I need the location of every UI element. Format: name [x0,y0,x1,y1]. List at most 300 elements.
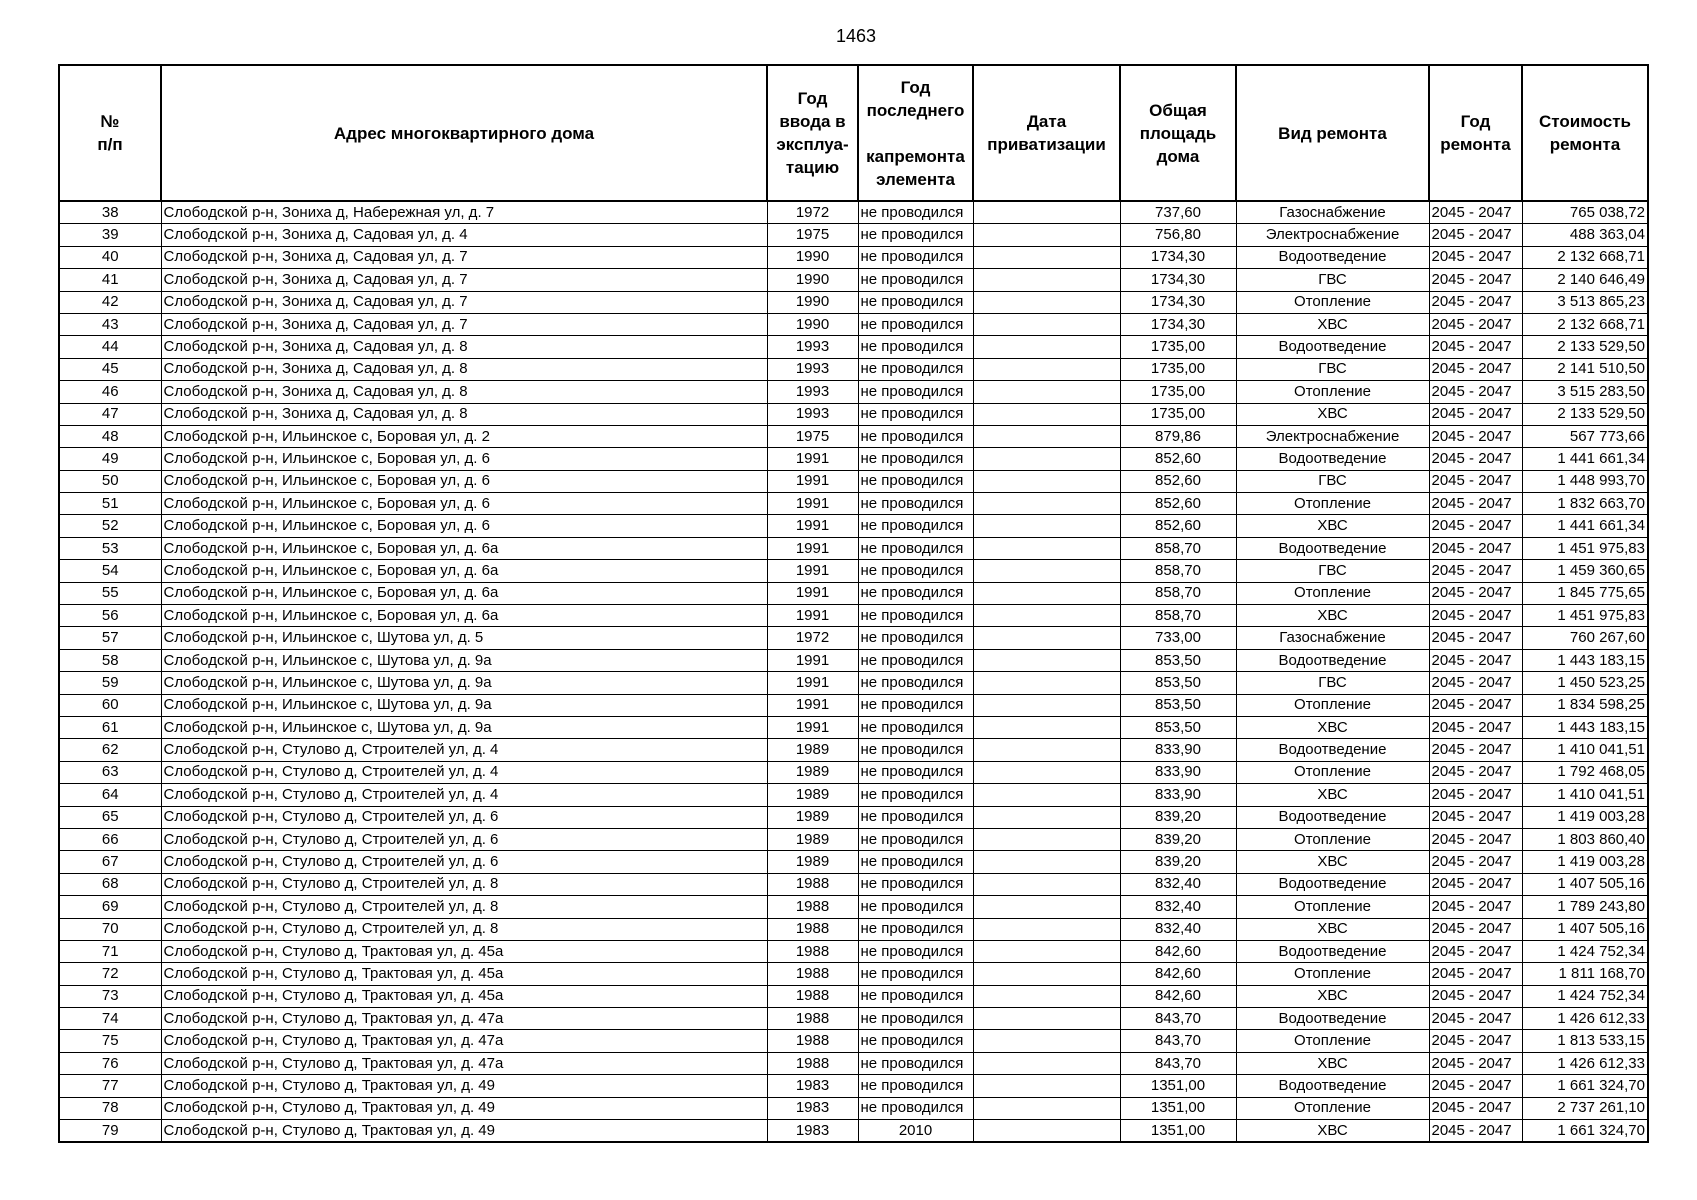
cell-repair-period: 2045 - 2047 [1429,269,1522,291]
table-row [59,761,1648,783]
cell-area: 839,20 [1120,851,1236,873]
cell-address: Слободской р-н, Зониха д, Садовая ул, д. 4 [161,224,767,246]
cell-cost: 1 661 324,70 [1522,1120,1648,1143]
cell-address: Слободской р-н, Ильинское с, Боровая ул, д. 6 [161,493,767,515]
table-row [59,1097,1648,1119]
cell-address: Слободской р-н, Стулово д, Строителей ул, д. 6 [161,806,767,828]
cell-cost: 1 441 661,34 [1522,448,1648,470]
cell-last-repair: не проводился [858,537,973,559]
cell-address: Слободской р-н, Стулово д, Строителей ул, д. 4 [161,784,767,806]
cell-year-built: 1988 [767,985,858,1007]
cell-privatization [973,851,1120,873]
cell-last-repair: не проводился [858,694,973,716]
cell-num: 49 [59,448,161,470]
cell-repair-type: ХВС [1236,515,1429,537]
cell-privatization [973,291,1120,313]
cell-area: 733,00 [1120,627,1236,649]
cell-repair-type: ХВС [1236,784,1429,806]
cell-area: 1351,00 [1120,1075,1236,1097]
cell-address: Слободской р-н, Зониха д, Садовая ул, д. 7 [161,313,767,335]
cell-num: 40 [59,246,161,268]
cell-area: 1735,00 [1120,381,1236,403]
table-row [59,246,1648,268]
cell-repair-type: Отопление [1236,761,1429,783]
cell-last-repair: не проводился [858,291,973,313]
cell-last-repair: не проводился [858,605,973,627]
cell-repair-type: ХВС [1236,403,1429,425]
cell-num: 41 [59,269,161,291]
cell-last-repair: не проводился [858,1052,973,1074]
cell-cost: 1 419 003,28 [1522,806,1648,828]
table-row [59,963,1648,985]
table-row [59,851,1648,873]
cell-num: 47 [59,403,161,425]
cell-cost: 765 038,72 [1522,201,1648,224]
header-address: Адрес многоквартирного дома [161,65,767,201]
cell-area: 1734,30 [1120,246,1236,268]
cell-address: Слободской р-н, Зониха д, Набережная ул, д. 7 [161,201,767,224]
table-row [59,896,1648,918]
table-row [59,806,1648,828]
cell-num: 44 [59,336,161,358]
cell-area: 843,70 [1120,1030,1236,1052]
cell-repair-type: Водоотведение [1236,1075,1429,1097]
cell-repair-period: 2045 - 2047 [1429,1075,1522,1097]
cell-privatization [973,627,1120,649]
cell-privatization [973,1030,1120,1052]
cell-last-repair: не проводился [858,784,973,806]
cell-last-repair: не проводился [858,851,973,873]
cell-repair-period: 2045 - 2047 [1429,828,1522,850]
cell-repair-period: 2045 - 2047 [1429,1097,1522,1119]
table-row [59,1008,1648,1030]
cell-last-repair: не проводился [858,1075,973,1097]
table-row [59,739,1648,761]
cell-cost: 1 792 468,05 [1522,761,1648,783]
cell-num: 73 [59,985,161,1007]
cell-num: 66 [59,828,161,850]
cell-year-built: 1991 [767,448,858,470]
table-row [59,1030,1648,1052]
table-row [59,448,1648,470]
table-row [59,1052,1648,1074]
cell-area: 858,70 [1120,537,1236,559]
cell-last-repair: не проводился [858,739,973,761]
cell-last-repair: не проводился [858,627,973,649]
cell-privatization [973,896,1120,918]
cell-num: 52 [59,515,161,537]
table-row [59,381,1648,403]
cell-cost: 1 424 752,34 [1522,940,1648,962]
cell-repair-type: Водоотведение [1236,336,1429,358]
cell-year-built: 1975 [767,224,858,246]
cell-repair-period: 2045 - 2047 [1429,739,1522,761]
cell-last-repair: не проводился [858,896,973,918]
cell-repair-period: 2045 - 2047 [1429,537,1522,559]
cell-privatization [973,201,1120,224]
cell-repair-period: 2045 - 2047 [1429,493,1522,515]
cell-address: Слободской р-н, Ильинское с, Боровая ул, д. 6 [161,448,767,470]
table-row [59,649,1648,671]
cell-last-repair: не проводился [858,582,973,604]
table-row [59,269,1648,291]
cell-area: 858,70 [1120,605,1236,627]
cell-repair-period: 2045 - 2047 [1429,1008,1522,1030]
cell-repair-period: 2045 - 2047 [1429,873,1522,895]
cell-num: 53 [59,537,161,559]
cell-year-built: 1988 [767,940,858,962]
cell-privatization [973,560,1120,582]
table-row [59,873,1648,895]
cell-year-built: 1991 [767,493,858,515]
cell-last-repair: не проводился [858,985,973,1007]
cell-address: Слободской р-н, Ильинское с, Шутова ул, д. 9а [161,649,767,671]
cell-num: 60 [59,694,161,716]
header-cost: Стоимость ремонта [1522,65,1648,201]
cell-privatization [973,336,1120,358]
cell-year-built: 1983 [767,1120,858,1143]
cell-repair-period: 2045 - 2047 [1429,784,1522,806]
table-row [59,515,1648,537]
cell-cost: 1 834 598,25 [1522,694,1648,716]
cell-privatization [973,582,1120,604]
cell-num: 74 [59,1008,161,1030]
cell-cost: 2 132 668,71 [1522,246,1648,268]
cell-repair-period: 2045 - 2047 [1429,425,1522,447]
cell-repair-period: 2045 - 2047 [1429,694,1522,716]
cell-repair-type: Водоотведение [1236,448,1429,470]
cell-cost: 2 133 529,50 [1522,403,1648,425]
cell-year-built: 1991 [767,560,858,582]
cell-privatization [973,1075,1120,1097]
cell-address: Слободской р-н, Зониха д, Садовая ул, д. 7 [161,246,767,268]
cell-privatization [973,873,1120,895]
cell-cost: 1 789 243,80 [1522,896,1648,918]
cell-privatization [973,806,1120,828]
cell-area: 756,80 [1120,224,1236,246]
cell-cost: 1 811 168,70 [1522,963,1648,985]
table-row [59,313,1648,335]
table-row [59,358,1648,380]
cell-address: Слободской р-н, Зониха д, Садовая ул, д. 8 [161,358,767,380]
cell-privatization [973,470,1120,492]
cell-repair-period: 2045 - 2047 [1429,716,1522,738]
cell-repair-period: 2045 - 2047 [1429,1120,1522,1143]
cell-area: 1351,00 [1120,1097,1236,1119]
cell-num: 50 [59,470,161,492]
cell-year-built: 1988 [767,963,858,985]
cell-num: 55 [59,582,161,604]
cell-repair-period: 2045 - 2047 [1429,582,1522,604]
cell-cost: 2 132 668,71 [1522,313,1648,335]
cell-address: Слободской р-н, Ильинское с, Боровая ул, д. 6а [161,560,767,582]
cell-address: Слободской р-н, Зониха д, Садовая ул, д. 7 [161,269,767,291]
cell-cost: 1 803 860,40 [1522,828,1648,850]
cell-num: 63 [59,761,161,783]
cell-last-repair: не проводился [858,201,973,224]
cell-cost: 1 441 661,34 [1522,515,1648,537]
cell-repair-type: Отопление [1236,291,1429,313]
cell-num: 51 [59,493,161,515]
cell-year-built: 1991 [767,649,858,671]
cell-year-built: 1988 [767,1030,858,1052]
cell-address: Слободской р-н, Зониха д, Садовая ул, д. 8 [161,336,767,358]
table-row [59,716,1648,738]
cell-cost: 1 459 360,65 [1522,560,1648,582]
cell-area: 852,60 [1120,515,1236,537]
cell-num: 42 [59,291,161,313]
cell-year-built: 1993 [767,358,858,380]
cell-repair-type: ХВС [1236,716,1429,738]
cell-repair-period: 2045 - 2047 [1429,336,1522,358]
cell-area: 832,40 [1120,873,1236,895]
cell-last-repair: не проводился [858,649,973,671]
cell-repair-type: Отопление [1236,694,1429,716]
cell-repair-type: Водоотведение [1236,806,1429,828]
cell-last-repair: не проводился [858,381,973,403]
cell-repair-period: 2045 - 2047 [1429,649,1522,671]
cell-repair-period: 2045 - 2047 [1429,381,1522,403]
cell-cost: 2 737 261,10 [1522,1097,1648,1119]
cell-area: 1734,30 [1120,313,1236,335]
cell-cost: 3 515 283,50 [1522,381,1648,403]
cell-cost: 1 661 324,70 [1522,1075,1648,1097]
cell-num: 76 [59,1052,161,1074]
cell-last-repair: не проводился [858,940,973,962]
cell-last-repair: не проводился [858,336,973,358]
cell-cost: 1 845 775,65 [1522,582,1648,604]
cell-privatization [973,448,1120,470]
table-row [59,224,1648,246]
cell-privatization [973,672,1120,694]
cell-repair-type: Водоотведение [1236,1008,1429,1030]
cell-cost: 488 363,04 [1522,224,1648,246]
cell-repair-period: 2045 - 2047 [1429,963,1522,985]
cell-area: 842,60 [1120,940,1236,962]
cell-area: 833,90 [1120,761,1236,783]
cell-area: 839,20 [1120,828,1236,850]
cell-year-built: 1991 [767,672,858,694]
cell-repair-period: 2045 - 2047 [1429,806,1522,828]
cell-address: Слободской р-н, Стулово д, Трактовая ул, д. 49 [161,1097,767,1119]
table-row [59,560,1648,582]
cell-address: Слободской р-н, Стулово д, Строителей ул, д. 8 [161,918,767,940]
cell-privatization [973,716,1120,738]
cell-num: 58 [59,649,161,671]
cell-cost: 1 451 975,83 [1522,605,1648,627]
table-row [59,336,1648,358]
cell-num: 54 [59,560,161,582]
cell-area: 853,50 [1120,672,1236,694]
cell-cost: 760 267,60 [1522,627,1648,649]
cell-repair-type: ХВС [1236,313,1429,335]
header-num: № п/п [59,65,161,201]
cell-repair-type: Отопление [1236,493,1429,515]
cell-year-built: 1993 [767,381,858,403]
cell-area: 1735,00 [1120,358,1236,380]
cell-num: 71 [59,940,161,962]
table-row [59,605,1648,627]
cell-cost: 1 419 003,28 [1522,851,1648,873]
cell-num: 79 [59,1120,161,1143]
cell-repair-period: 2045 - 2047 [1429,896,1522,918]
cell-area: 853,50 [1120,649,1236,671]
cell-area: 852,60 [1120,493,1236,515]
cell-cost: 1 451 975,83 [1522,537,1648,559]
cell-area: 842,60 [1120,963,1236,985]
cell-repair-type: Отопление [1236,828,1429,850]
cell-privatization [973,313,1120,335]
cell-repair-period: 2045 - 2047 [1429,246,1522,268]
cell-repair-type: Отопление [1236,896,1429,918]
cell-repair-period: 2045 - 2047 [1429,358,1522,380]
cell-repair-type: Отопление [1236,381,1429,403]
cell-num: 70 [59,918,161,940]
cell-repair-type: Водоотведение [1236,537,1429,559]
cell-address: Слободской р-н, Ильинское с, Боровая ул, д. 6 [161,515,767,537]
cell-year-built: 1989 [767,761,858,783]
cell-address: Слободской р-н, Стулово д, Трактовая ул, д. 45а [161,940,767,962]
cell-privatization [973,940,1120,962]
cell-address: Слободской р-н, Ильинское с, Шутова ул, д. 9а [161,716,767,738]
cell-address: Слободской р-н, Ильинское с, Шутова ул, д. 9а [161,672,767,694]
cell-year-built: 1988 [767,1052,858,1074]
cell-repair-period: 2045 - 2047 [1429,940,1522,962]
header-privatization: Дата приватизации [973,65,1120,201]
cell-cost: 1 450 523,25 [1522,672,1648,694]
cell-area: 843,70 [1120,1008,1236,1030]
cell-address: Слободской р-н, Стулово д, Строителей ул, д. 8 [161,873,767,895]
cell-address: Слободской р-н, Зониха д, Садовая ул, д. 8 [161,381,767,403]
cell-year-built: 1991 [767,694,858,716]
cell-cost: 1 424 752,34 [1522,985,1648,1007]
cell-privatization [973,493,1120,515]
cell-repair-period: 2045 - 2047 [1429,1052,1522,1074]
cell-area: 879,86 [1120,425,1236,447]
cell-repair-period: 2045 - 2047 [1429,985,1522,1007]
cell-privatization [973,224,1120,246]
cell-cost: 1 407 505,16 [1522,873,1648,895]
cell-year-built: 1989 [767,851,858,873]
cell-year-built: 1991 [767,537,858,559]
cell-repair-type: Газоснабжение [1236,201,1429,224]
table-row [59,201,1648,224]
cell-area: 737,60 [1120,201,1236,224]
cell-cost: 1 443 183,15 [1522,716,1648,738]
table-row [59,425,1648,447]
cell-num: 48 [59,425,161,447]
cell-num: 67 [59,851,161,873]
cell-last-repair: не проводился [858,1030,973,1052]
cell-num: 56 [59,605,161,627]
table-row [59,985,1648,1007]
cell-num: 45 [59,358,161,380]
cell-repair-type: ХВС [1236,605,1429,627]
cell-address: Слободской р-н, Ильинское с, Боровая ул, д. 6а [161,605,767,627]
cell-last-repair: не проводился [858,448,973,470]
cell-address: Слободской р-н, Стулово д, Трактовая ул, д. 47а [161,1008,767,1030]
cell-privatization [973,1052,1120,1074]
cell-repair-type: ГВС [1236,358,1429,380]
cell-cost: 2 140 646,49 [1522,269,1648,291]
cell-last-repair: не проводился [858,425,973,447]
cell-privatization [973,1097,1120,1119]
cell-address: Слободской р-н, Стулово д, Трактовая ул, д. 45а [161,963,767,985]
cell-repair-period: 2045 - 2047 [1429,448,1522,470]
cell-year-built: 1990 [767,313,858,335]
table-row [59,291,1648,313]
cell-area: 1734,30 [1120,291,1236,313]
cell-num: 64 [59,784,161,806]
cell-repair-type: ГВС [1236,470,1429,492]
cell-address: Слободской р-н, Ильинское с, Боровая ул, д. 2 [161,425,767,447]
cell-cost: 1 813 533,15 [1522,1030,1648,1052]
cell-repair-period: 2045 - 2047 [1429,627,1522,649]
table-row [59,1075,1648,1097]
cell-year-built: 1991 [767,582,858,604]
cell-cost: 3 513 865,23 [1522,291,1648,313]
cell-privatization [973,784,1120,806]
cell-repair-type: Электроснабжение [1236,425,1429,447]
cell-repair-type: ГВС [1236,269,1429,291]
table-body [59,201,1648,1142]
page-number: 1463 [835,26,877,46]
cell-address: Слободской р-н, Ильинское с, Боровая ул, д. 6а [161,537,767,559]
table-row [59,784,1648,806]
cell-area: 853,50 [1120,716,1236,738]
cell-num: 61 [59,716,161,738]
cell-repair-type: Водоотведение [1236,873,1429,895]
cell-privatization [973,828,1120,850]
cell-area: 852,60 [1120,448,1236,470]
cell-repair-period: 2045 - 2047 [1429,851,1522,873]
cell-last-repair: не проводился [858,873,973,895]
cell-repair-period: 2045 - 2047 [1429,224,1522,246]
cell-area: 832,40 [1120,896,1236,918]
cell-repair-period: 2045 - 2047 [1429,201,1522,224]
cell-repair-type: ХВС [1236,1052,1429,1074]
cell-privatization [973,694,1120,716]
cell-last-repair: не проводился [858,470,973,492]
cell-repair-type: Водоотведение [1236,940,1429,962]
cell-repair-type: Водоотведение [1236,739,1429,761]
cell-last-repair: не проводился [858,1008,973,1030]
cell-year-built: 1993 [767,403,858,425]
cell-repair-type: ГВС [1236,560,1429,582]
table-row [59,537,1648,559]
table-row [59,403,1648,425]
cell-repair-type: ХВС [1236,918,1429,940]
cell-repair-type: Электроснабжение [1236,224,1429,246]
cell-last-repair: не проводился [858,560,973,582]
cell-area: 1735,00 [1120,403,1236,425]
cell-cost: 1 426 612,33 [1522,1052,1648,1074]
table-row [59,1120,1648,1143]
cell-privatization [973,246,1120,268]
table-row [59,694,1648,716]
cell-cost: 2 133 529,50 [1522,336,1648,358]
cell-cost: 1 448 993,70 [1522,470,1648,492]
cell-cost: 1 410 041,51 [1522,784,1648,806]
cell-repair-type: Водоотведение [1236,246,1429,268]
cell-cost: 1 426 612,33 [1522,1008,1648,1030]
cell-num: 69 [59,896,161,918]
cell-repair-period: 2045 - 2047 [1429,403,1522,425]
cell-repair-type: Отопление [1236,963,1429,985]
cell-year-built: 1993 [767,336,858,358]
cell-repair-type: Отопление [1236,582,1429,604]
repair-register-table [58,64,1649,1143]
